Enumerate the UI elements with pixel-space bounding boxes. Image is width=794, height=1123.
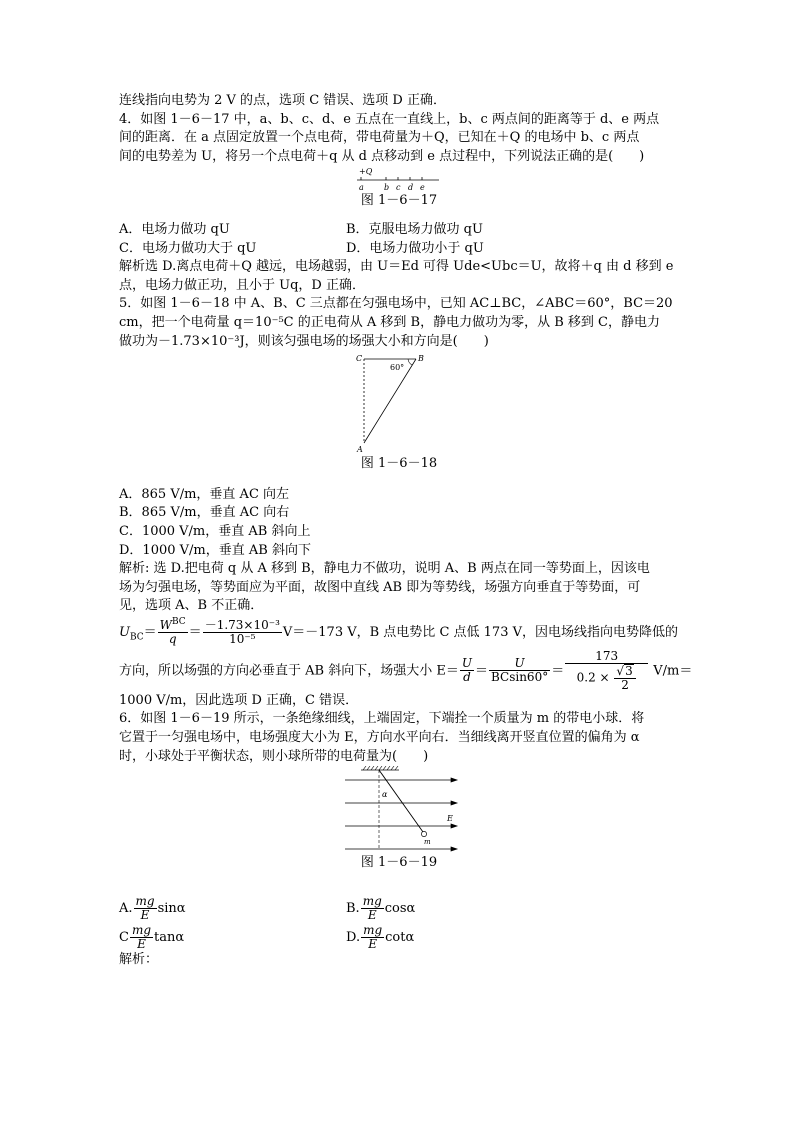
- figure-1-6-18: [354, 351, 444, 455]
- q6-fig-string: [379, 770, 423, 832]
- q6-options: [119, 895, 679, 951]
- q5-stem-line-2: cm，把一个电荷量 q＝10⁻⁵C 的正电荷从 A 移到 B，静电力做功为零，从 B 移到 C，静电力: [119, 314, 660, 330]
- q5-equation-1: $U_{BC}=$ $\frac{W^{BC}}{q}$ ＝ $\frac{\text{－1.73×10⁻³}}{\text{10⁻⁵}}$ V＝－173 V，B 点电势比 C 点低 173 V，因电场线指向电势降低的: [119, 616, 678, 646]
- q4-stem-line-1: 4．如图 1－6－17 中，a、b、c、d、e 五点在一直线上，b、c 两点间的距离等于 d、e 两点: [119, 111, 660, 127]
- q6-option-c[interactable]: C $\frac{mg}{E}$ tanα: [119, 922, 185, 951]
- q6-fig-angle: α: [382, 790, 388, 800]
- q4-analysis-line-2: 点，电场力做正功，且小于 Uq，D 正确．: [119, 277, 365, 293]
- eq2-frac-2: $\frac{U}{BCsin60^\circ}$: [490, 656, 549, 685]
- q4-fig-point-b: b: [384, 183, 390, 193]
- q4-fig-charge-label: +Q: [359, 167, 373, 177]
- q6-fig-mass-label: m: [424, 838, 431, 847]
- eq2-frac-3: 173 0.2 × $\frac{√3}{2}$: [565, 650, 648, 692]
- q5-analysis-line-2: 场为匀强电场，等势面应为平面，故图中直线 AB 即为等势线，场强方向垂直于等势面，可: [119, 579, 641, 595]
- q5-stem-line-1: 5．如图 1－6－18 中 A、B、C 三点都在匀强电场中，已知 AC⊥BC，∠ABC＝60°，BC＝20: [119, 296, 673, 312]
- q5-conclusion: 1000 V/m，因此选项 D 正确，C 错误．: [119, 692, 359, 708]
- q5-option-d[interactable]: D．1000 V/m，垂直 AB 斜向下: [119, 542, 311, 558]
- figure-1-6-17: [349, 166, 449, 192]
- q6-stem-line-2: 它置于一匀强电场中，电场强度大小为 E，方向水平向右．当细线离开竖直位置的偏角为 α: [119, 730, 640, 746]
- eq1-tail: B 点电势比 C 点低 173 V，因电场线指向电势降低的: [369, 624, 678, 640]
- q5-equation-2: 方向，所以场强的方向必垂直于 AB 斜向下，场强大小 E＝ $\frac{U}{d}$ ＝ $\frac{U}{BCsin60^\circ}$ ＝ 173 0.2 × $\frac{√3}{2}$ V/m＝: [119, 648, 693, 692]
- q6-fig-ball: [421, 832, 426, 837]
- q6-option-d[interactable]: D. $\frac{mg}{E}$ cotα: [346, 922, 415, 951]
- eq2-head: 方向，所以场强的方向必垂直于 AB 斜向下，场强大小 E＝: [119, 663, 459, 679]
- q4-stem-line-2: 间的距离．在 a 点固定放置一个点电荷，带电荷量为＋Q，已知在＋Q 的电场中 b、c 两点: [119, 130, 640, 146]
- q5-option-a[interactable]: A．865 V/m，垂直 AC 向左: [119, 486, 290, 502]
- q4-options: [119, 221, 679, 258]
- eq2-sqrt-frac: $\frac{√3}{2}$: [614, 664, 635, 692]
- q4-figure-caption: 图 1－6－17: [360, 193, 438, 209]
- q4-option-b[interactable]: B．克服电场力做功 qU: [346, 221, 483, 237]
- eq1-frac-1: $\frac{W^{BC}}{q}$: [159, 616, 186, 646]
- q6-figure-caption: 图 1－6－19: [360, 855, 438, 871]
- q4-fig-point-c: c: [396, 183, 401, 193]
- figure-1-6-19: [337, 766, 461, 854]
- q5-fig-label-b: B: [418, 354, 424, 364]
- q6-analysis: 解析：: [119, 951, 159, 967]
- q5-fig-label-c: C: [356, 354, 363, 364]
- q6-option-b[interactable]: B. $\frac{mg}{E}$ cosα: [346, 893, 416, 922]
- q4-option-d[interactable]: D．电场力做功小于 qU: [346, 240, 484, 256]
- q5-fig-label-a: A: [357, 445, 363, 455]
- eq1-frac-2: $\frac{\text{－1.73×10⁻³}}{\text{10⁻⁵}}$: [204, 617, 280, 646]
- q5-option-c[interactable]: C．1000 V/m，垂直 AB 斜向上: [119, 523, 311, 539]
- q6-fig-field-label: E: [447, 814, 453, 824]
- q5-figure-caption: 图 1－6－18: [360, 456, 438, 472]
- eq2-frac-1: $\frac{U}{d}$: [461, 656, 472, 685]
- eq1-lhs-sub: BC: [129, 632, 144, 643]
- document-page: [119, 92, 693, 969]
- q4-analysis-line-1: 解析选 D.离点电荷＋Q 越远，电场越弱，由 U＝Ed 可得 Ude<Ubc＝U，故将＋q 由 d 移到 e: [119, 259, 674, 275]
- q4-option-c[interactable]: C．电场力做功大于 qU: [119, 240, 257, 256]
- q6-stem-line-3: 时，小球处于平衡状态，则小球所带的电荷量为( ): [119, 748, 429, 764]
- q6-option-a[interactable]: A. $\frac{mg}{E}$ sinα: [119, 893, 186, 922]
- question-6: [119, 710, 679, 969]
- q4-fig-point-a: a: [359, 183, 364, 193]
- eq1-result: V＝－173 V，: [282, 624, 370, 640]
- q5-analysis-line-3: 见，选项 A、B 不正确．: [119, 598, 264, 614]
- q4-fig-point-e: e: [420, 183, 425, 193]
- q5-stem-line-3: 做功为－1.73×10⁻³J，则该匀强电场的场强大小和方向是( ): [119, 333, 489, 349]
- question-5: [119, 295, 693, 710]
- question-4: [119, 111, 679, 296]
- eq2-unit: V/m＝: [653, 663, 693, 679]
- q5-analysis-line-1: 解析: 选 D.把电荷 q 从 A 移到 B，静电力不做功，说明 A、B 两点在同一等势面上，因该电: [119, 561, 650, 577]
- prev-answer-line: 连线指向电势为 2 V 的点，选项 C 错误、选项 D 正确．: [119, 93, 446, 108]
- q4-option-a[interactable]: A．电场力做功 qU: [119, 221, 230, 237]
- q5-fig-angle: 60°: [390, 363, 405, 373]
- q5-option-b[interactable]: B．865 V/m，垂直 AC 向右: [119, 505, 290, 521]
- q6-stem-line-1: 6．如图 1－6－19 所示，一条绝缘细线，上端固定，下端拴一个质量为 m 的带电小球．将: [119, 711, 645, 727]
- eq1-lhs: U: [119, 624, 130, 640]
- q4-stem-line-3: 间的电势差为 U，将另一个点电荷＋q 从 d 点移动到 e 点过程中，下列说法正确的是( ): [119, 148, 645, 164]
- q4-fig-point-d: d: [408, 183, 414, 193]
